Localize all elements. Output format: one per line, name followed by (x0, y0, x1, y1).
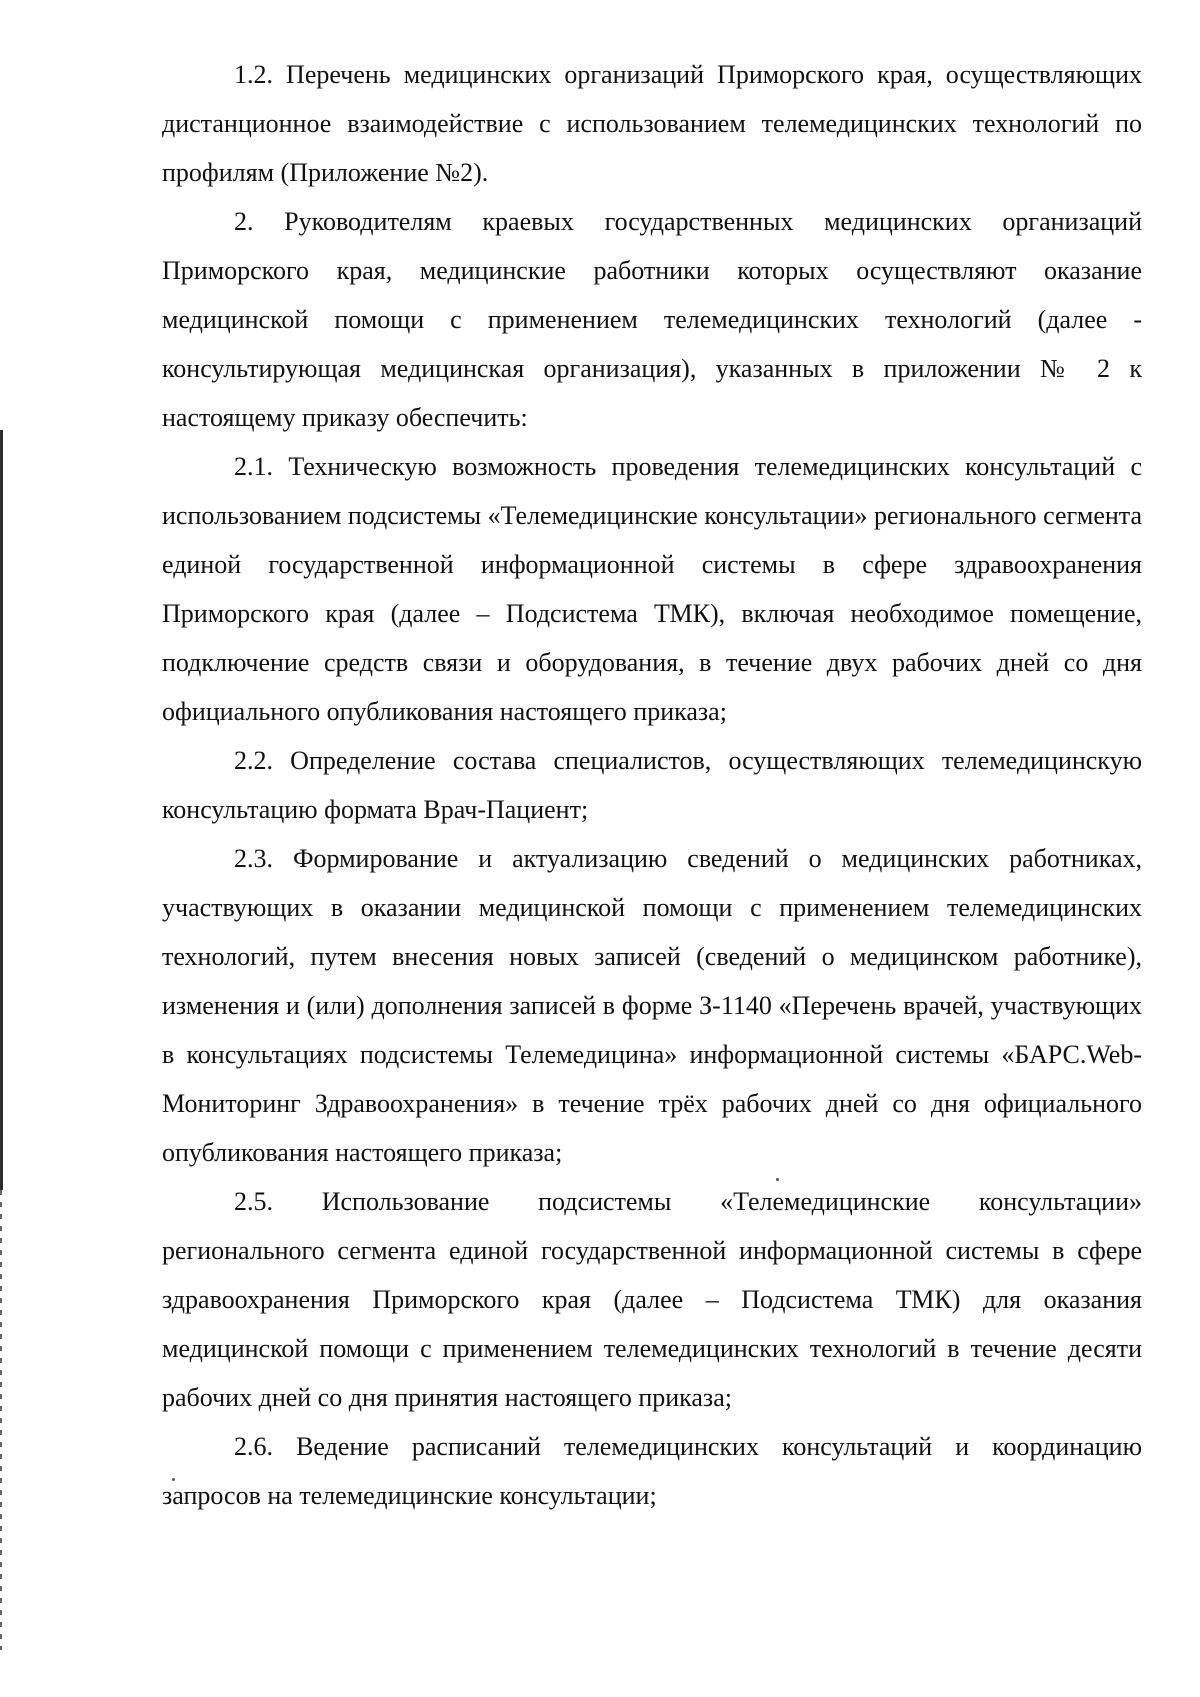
paragraph-1-2: 1.2. Перечень медицинских организаций Приморского края, осуществляющих дистанционное взаимодействие с использованием телемедицинских технологий по профилям (Приложение №2). (162, 60, 1142, 187)
paragraph-2-5: 2.5. Использование подсистемы «Телемедицинские консультации» регионального сегмента единой государственной информационной системы в сфере здравоохранения Приморского края (далее – Подсистема ТМК) для оказания медицинской помощи с применением телемедицинских технологий в течение десяти рабочих дней со дня принятия настоящего приказа; (162, 1187, 1142, 1412)
scan-speck (776, 1178, 779, 1181)
paragraph-2-2: 2.2. Определение состава специалистов, осуществляющих телемедицинскую консультацию формата Врач-Пациент; (162, 746, 1142, 824)
scan-speck (172, 1478, 175, 1481)
scan-edge-mark (0, 430, 3, 1190)
document-body (162, 50, 1142, 1520)
paragraph-2-3: 2.3. Формирование и актуализацию сведений о медицинских работниках, участвующих в оказании медицинской помощи с применением телемедицинских технологий, путем внесения новых записей (сведений о медицинском работнике), изменения и (или) дополнения записей в форме З-1140 «Перечень врачей, участвующих в консультациях подсистемы Телемедицина» информационной системы «БАРС.Web-Мониторинг Здравоохранения» в течение трёх рабочих дней со дня официального опубликования настоящего приказа; (162, 844, 1142, 1167)
scan-edge-mark-lower (0, 1190, 2, 1650)
paragraph-2-6: 2.6. Ведение расписаний телемедицинских консультаций и координацию запросов на телемедицинские консультации; (162, 1432, 1142, 1510)
paragraph-2: 2. Руководителям краевых государственных медицинских организаций Приморского края, медицинские работники которых осуществляют оказание медицинской помощи с применением телемедицинских технологий (далее - консультирующая медицинская организация), указанных в приложении № 2 к настоящему приказу обеспечить: (162, 207, 1142, 432)
paragraph-2-1: 2.1. Техническую возможность проведения телемедицинских консультаций с использованием подсистемы «Телемедицинские консультации» регионального сегмента единой государственной информационной системы в сфере здравоохранения Приморского края (далее – Подсистема ТМК), включая необходимое помещение, подключение средств связи и оборудования, в течение двух рабочих дней со дня официального опубликования настоящего приказа; (162, 452, 1142, 726)
